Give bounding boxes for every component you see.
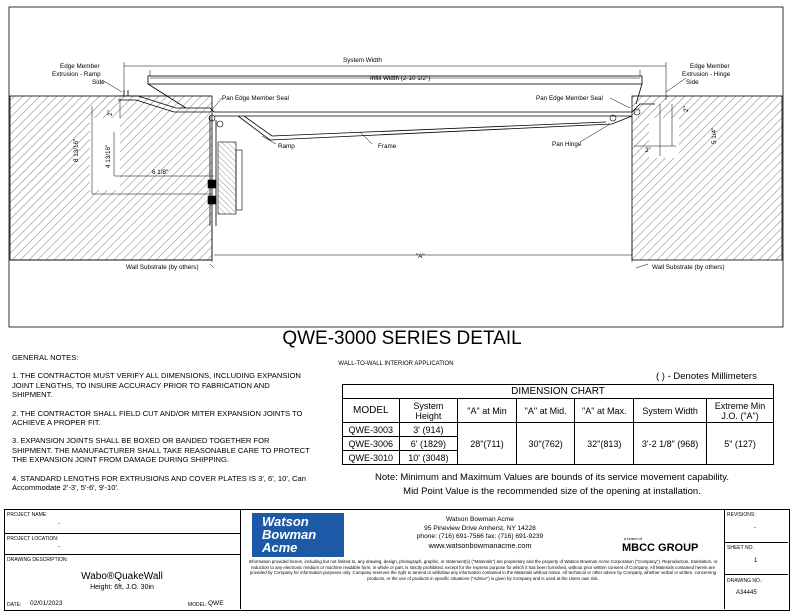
mm-note: ( ) - Denotes Millimeters	[656, 371, 757, 382]
col-system-width: System Width	[634, 399, 707, 423]
general-notes	[12, 353, 310, 501]
label-pan-seal-left: Pan Edge Member Seal	[222, 95, 289, 102]
dimension-chart-title: DIMENSION CHART	[343, 385, 774, 399]
label-wall-left: Wall Substrate (by others)	[126, 264, 199, 271]
company-address: 95 Pineview Drive Amherst, NY 14228	[424, 524, 536, 532]
label-dim-2-right: 2"	[683, 106, 690, 112]
row-model: QWE-3010	[343, 451, 400, 465]
chart-note-2: Mid Point Value is the recommended size of the opening at installation.	[403, 486, 701, 497]
col-system-height: System Height	[399, 399, 458, 423]
row-height: 3' (914)	[399, 423, 458, 437]
row-height: 10' (3048)	[399, 451, 458, 465]
cell-extreme-jo: 5" (127)	[707, 423, 774, 465]
col-a-min: "A" at Min	[458, 399, 517, 423]
frame-mechanism	[208, 109, 640, 214]
label-frame: Frame	[378, 143, 397, 150]
label-pan-seal-right: Pan Edge Member Seal	[536, 95, 603, 102]
col-extreme-jo: Extreme Min J.O. ("A")	[707, 399, 774, 423]
label-edge-member-hinge: Edge Member	[690, 63, 730, 70]
page-title: QWE-3000 SERIES DETAIL	[282, 328, 522, 349]
label-infill-width: Infill Width (2-10 1/2")	[370, 75, 431, 82]
project-name-label: PROJECT NAME:	[7, 512, 48, 518]
label-wall-right: Wall Substrate (by others)	[652, 264, 725, 271]
label-edge-member-ramp-3: Side	[92, 79, 105, 86]
cell-a-min: 28"(711)	[458, 423, 517, 465]
label-dim-a: "A"	[416, 253, 425, 260]
label-system-width: System Width	[343, 57, 382, 64]
logo-line-2: Bowman	[262, 527, 317, 542]
drawing-no-label: DRAWING NO.:	[727, 578, 763, 584]
model-value: QWE	[208, 600, 224, 607]
model-label: MODEL:	[188, 602, 208, 608]
drawing-desc-label: DRAWING DESCRIPTION:	[7, 557, 68, 563]
label-dim-8-13-16: 8 13/16"	[73, 138, 80, 162]
date-value: 02/01/2023	[30, 600, 63, 607]
company-phone: phone: (716) 691-7566 fax: (716) 691-9239	[416, 533, 544, 541]
logo-line-1: Watson	[262, 514, 309, 529]
revisions-label: REVISIONS:	[727, 512, 756, 518]
project-location: -	[58, 544, 60, 550]
label-edge-member-ramp-2: Extrusion - Ramp	[52, 71, 101, 78]
label-ramp: Ramp	[278, 143, 295, 150]
general-note-2: 2. THE CONTRACTOR SHALL FIELD CUT AND/OR MITER EXPANSION JOINTS TO ACHIEVE A PROPER FIT.	[12, 408, 303, 428]
brand-prefix: a brand of	[624, 536, 643, 541]
revisions-value: -	[754, 525, 756, 531]
company-info	[360, 516, 600, 550]
general-notes-heading: GENERAL NOTES:	[12, 353, 79, 362]
sheet-label: SHEET NO.	[727, 545, 754, 551]
cell-system-width: 3'-2 1/8" (968)	[634, 423, 707, 465]
general-note-1: 1. THE CONTRACTOR MUST VERIFY ALL DIMENSIONS, INCLUDING EXPANSION JOINT LENGTHS, TO INSURE ACCURACY PRIOR TO FABRICATION AND SHIPMENT.	[12, 371, 301, 400]
label-dim-2-left: 2"	[107, 110, 114, 116]
general-note-4: 4. STANDARD LENGTHS FOR EXTRUSIONS AND COVER PLATES IS 3', 6', 10', Can Accommodate 2'-3', 5'-6', 9'-10'.	[12, 473, 306, 493]
drawing-spec: Height: 6ft, J.O. 30in	[90, 584, 154, 591]
page-subtitle: WALL-TO-WALL INTERIOR APPLICATION	[338, 361, 454, 367]
general-note-3: 3. EXPANSION JOINTS SHALL BE BOXED OR BANDED TOGETHER FOR SHIPMENT. THE MANUFACTURER SHALL TAKE REASONABLE CARE TO PROTECT THE EXPANSION JOINT FROM DAMAGE DURING SHIPPING.	[12, 436, 310, 465]
label-edge-member-ramp: Edge Member	[60, 63, 100, 70]
label-edge-member-hinge-3: Side	[686, 79, 699, 86]
col-a-mid: "A" at Mid.	[516, 399, 575, 423]
label-dim-6-1-8: 6 1/8"	[152, 169, 169, 176]
label-edge-member-hinge-2: Extrusion - Hinge	[682, 71, 731, 78]
date-label: DATE:	[7, 602, 22, 608]
chart-note-1: Note: Minimum and Maximum Values are bounds of its service movement capability.	[375, 472, 729, 483]
row-height: 6' (1829)	[399, 437, 458, 451]
project-location-label: PROJECT LOCATION:	[7, 536, 59, 542]
drawing-name: Wabo®QuakeWall	[81, 571, 163, 582]
label-dim-5-1-4: 5 1/4"	[711, 127, 718, 144]
brand-name: MBCC GROUP	[622, 542, 699, 554]
cell-a-mid: 30"(762)	[516, 423, 575, 465]
label-dim-2-bottom: 2"	[645, 147, 651, 154]
cell-a-max: 32"(813)	[575, 423, 634, 465]
logo-line-3: Acme	[262, 540, 298, 555]
col-model: MODEL	[343, 399, 400, 423]
dimension-chart	[342, 384, 774, 465]
label-pan-hinge: Pan Hinge	[552, 141, 582, 148]
row-model: QWE-3006	[343, 437, 400, 451]
company-name: Watson Bowman Acme	[446, 516, 514, 523]
company-logo	[252, 513, 344, 557]
disclaimer: Information provided herein, including but not limited to, any drawing, design, photograph, graphic, or statement(s) ("Materials") are proprietary and the property of Watson Bowman Acme Corporation ("Company"). Reproduction, translation, or reduction to any electronic medium or machine readable form, in whole or part, is strictly prohibited, except for the express purpose for which it has been furnished, without prior written consent of Company. All Materials contained herein are provided by Company for information purposes only. Company reserves the right to amend or withdraw any information contained in the Materials without notice. All technical or other advice by Company, whether verbal or written, concerning products, or the use of products in specific situations ("Advice") is given by Company and is used at the Users own risk.	[248, 559, 718, 581]
label-dim-4-13-16: 4 13/16"	[105, 144, 112, 168]
sheet-value: 1	[754, 558, 758, 564]
col-a-max: "A" at Max.	[575, 399, 634, 423]
company-website: www.watsonbowmanacme.com	[428, 540, 532, 550]
project-name: -	[58, 521, 60, 527]
row-model: QWE-3003	[343, 423, 400, 437]
drawing-no-value: A34445	[736, 590, 757, 596]
